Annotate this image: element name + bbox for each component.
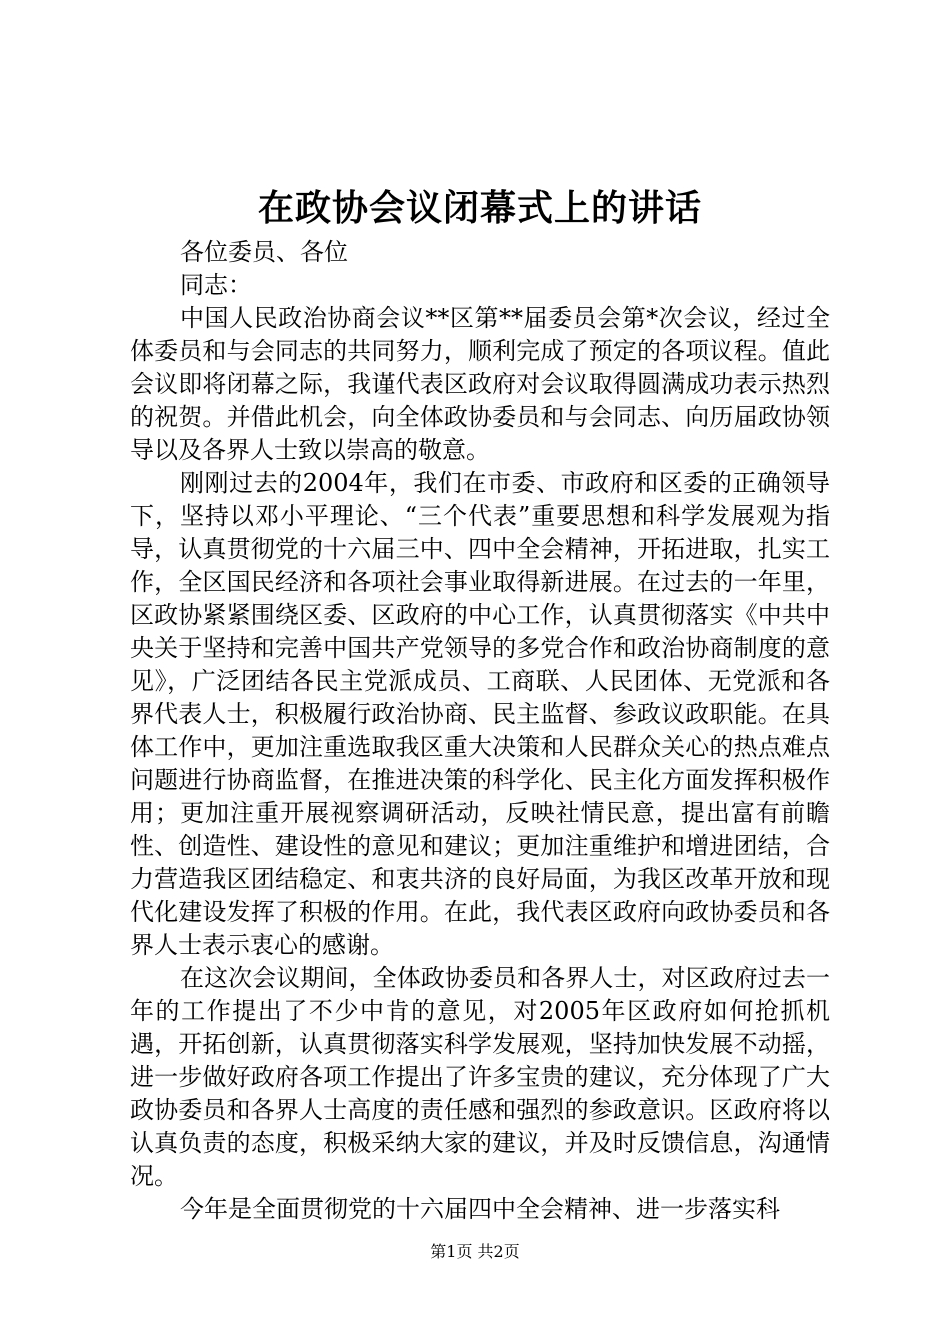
salutation-line-2: 同志： [180, 271, 252, 299]
page-footer: 第1页 共2页 [430, 1242, 520, 1261]
paragraph-4: 今年是全面贯彻党的十六届四中全会精神、进一步落实科 [180, 1195, 780, 1223]
salutation-line-1: 各位委员、各位 [180, 238, 348, 266]
page-title: 在政协会议闭幕式上的讲话 [257, 187, 702, 229]
paragraph-2: 刚刚过去的2004年，我们在市委、市政府和区委的正确领导下，坚持以邓小平理论、“三个代表”重要思想和科学发展观为指导，认真贯彻党的十六届三中、四中全会精神，开拓进取，扎实工作，全区国民经济和各项社会事业取得新进展。在过去的一年里，区政协紧紧围绕区委、区政府的中心工作，认真贯彻落实《中共中央关于坚持和完善中国共产党领导的多党合作和政治协商制度的意见》，广泛团结各民主党派成员、工商联、人民团体、无党派和各界代表人士，积极履行政治协商、民主监督、参政议政职能。在具体工作中，更加注重选取我区重大决策和人民群众关心的热点难点问题进行协商监督，在推进决策的科学化、民主化方面发挥积极作用；更加注重开展视察调研活动，反映社情民意，提出富有前瞻性、创造性、建设性的意见和建议；更加注重维护和增进团结，合力营造我区团结稳定、和衷共济的良好局面，为我区改革开放和现代化建设发挥了积极的作用。在此，我代表区政府向政协委员和各界人士表示衷心的感谢。 [130, 469, 830, 959]
paragraph-3: 在这次会议期间，全体政协委员和各界人士，对区政府过去一年的工作提出了不少中肯的意见，对2005年区政府如何抢抓机遇，开拓创新，认真贯彻落实科学发展观，坚持加快发展不动摇，进一步做好政府各项工作提出了许多宝贵的建议，充分体现了广大政协委员和各界人士高度的责任感和强烈的参政意识。区政府将以认真负责的态度，积极采纳大家的建议，并及时反馈信息，沟通情况。 [130, 964, 830, 1190]
paragraph-1: 中国人民政治协商会议**区第**届委员会第*次会议，经过全体委员和与会同志的共同努力，顺利完成了预定的各项议程。值此会议即将闭幕之际，我谨代表区政府对会议取得圆满成功表示热烈的祝贺。并借此机会，向全体政协委员和与会同志、向历届政协领导以及各界人士致以崇高的敬意。 [130, 304, 830, 464]
document-page [130, 180, 830, 1226]
